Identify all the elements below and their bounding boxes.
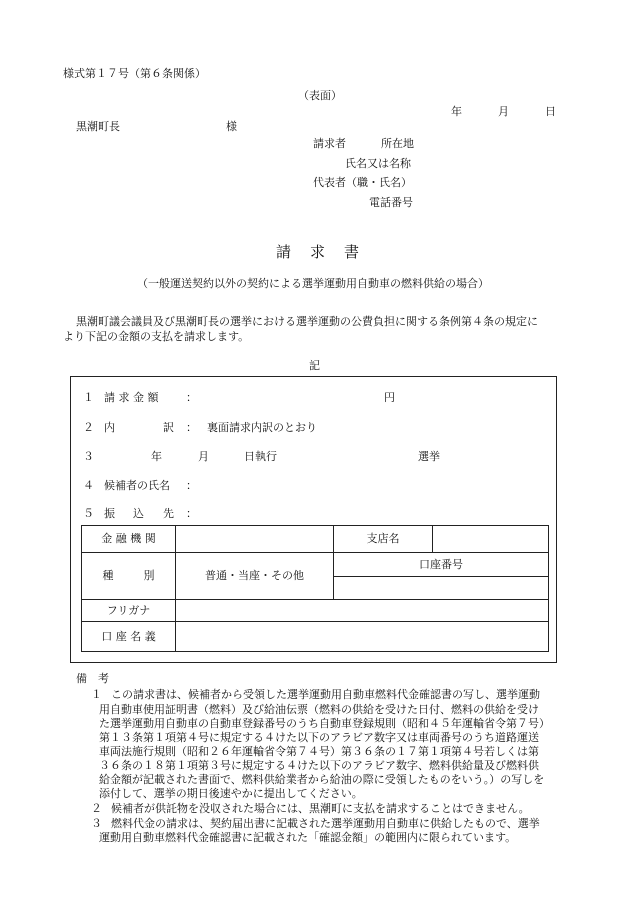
furigana-label: フリガナ bbox=[82, 600, 176, 622]
item2-number: ２ bbox=[83, 421, 94, 434]
note2-line: 候補者が供託物を没収された場合には、黒潮町に支払を請求することはできません。 bbox=[111, 802, 530, 815]
date-day: 日 bbox=[545, 105, 556, 118]
requester-phone: 電話番号 bbox=[369, 196, 413, 209]
item4-colon: ： bbox=[186, 479, 197, 492]
notes-heading: 備 考 bbox=[76, 672, 109, 685]
table-row bbox=[82, 600, 549, 622]
form-number: 様式第１７号（第６条関係） bbox=[63, 67, 206, 80]
branch-label: 支店名 bbox=[334, 526, 433, 553]
item2-colon: ： bbox=[186, 421, 197, 434]
item3-year: 年 bbox=[151, 450, 162, 463]
note1-number: １ bbox=[91, 688, 102, 701]
note1-line: この請求書は、候補者から受領した選挙運動用自動車燃料代金確認書の写し、選挙運動 bbox=[111, 688, 540, 701]
type-label bbox=[82, 553, 176, 600]
requester-representative: 代表者（職・氏名） bbox=[313, 176, 412, 189]
table-row bbox=[82, 622, 549, 652]
date-month: 月 bbox=[498, 105, 509, 118]
item1-unit: 円 bbox=[384, 391, 395, 404]
institution-label: 金 融 機 関 bbox=[82, 526, 176, 553]
intro-line-1: 黒潮町議会議員及び黒潮町長の選挙における選挙運動の公費負担に関する条例第４条の規定に bbox=[76, 315, 538, 328]
item2-label-b: 訳 bbox=[163, 421, 174, 434]
item4-number: ４ bbox=[83, 479, 94, 492]
requester-label: 請求者 bbox=[313, 137, 346, 150]
note3-line: 運動用自動車燃料代金確認書に記載された「確認金額」の範囲内に限られています。 bbox=[99, 831, 517, 844]
item5-label-b: 込 bbox=[133, 507, 144, 520]
requester-name: 氏名又は名称 bbox=[345, 157, 411, 170]
item5-label-a: 振 bbox=[104, 507, 115, 520]
note3-number: ３ bbox=[91, 817, 102, 830]
note1-line: 添付して、選挙の期日後速やかに提出してください。 bbox=[99, 787, 363, 800]
note1-line: た選挙運動用自動車の自動車登録番号のうち自動車登録規則（昭和４５年運輸省令第７号） bbox=[99, 717, 550, 730]
intro-line-2: より下記の金額の支払を請求します。 bbox=[63, 330, 250, 343]
account-number-label: 口座番号 bbox=[334, 553, 549, 577]
account-name-value[interactable] bbox=[176, 622, 549, 652]
date-year: 年 bbox=[451, 105, 462, 118]
table-row bbox=[82, 526, 549, 553]
item2-value: 裏面請求内訳のとおり bbox=[207, 421, 317, 434]
note2-number: ２ bbox=[91, 802, 102, 815]
note1-line: 給金額が記載された書面で、燃料供給業者から給油の際に受領したものをいう。）の写しを bbox=[99, 773, 545, 786]
item1-label: 請 求 金 額 bbox=[104, 391, 159, 404]
requester-address: 所在地 bbox=[381, 137, 414, 150]
branch-value[interactable] bbox=[433, 526, 549, 553]
page-title: 請 求 書 bbox=[276, 243, 362, 261]
bank-account-table bbox=[81, 525, 549, 652]
note1-line: 第１３条第１項第４号に規定する４けた以下のアラビア数字又は車両番号のうち道路運送 bbox=[99, 731, 539, 744]
ki-label: 記 bbox=[309, 359, 320, 372]
type-options[interactable]: 普通・当座・その他 bbox=[176, 553, 334, 600]
item3-month: 月 bbox=[198, 450, 209, 463]
item3-date: 日執行 bbox=[244, 450, 277, 463]
item3-number: ３ bbox=[83, 450, 94, 463]
addressee-honorific: 様 bbox=[226, 120, 237, 133]
side-label: （表面） bbox=[298, 89, 342, 102]
institution-value[interactable] bbox=[176, 526, 334, 553]
item5-number: ５ bbox=[83, 507, 94, 520]
item1-colon: ： bbox=[186, 391, 197, 404]
type-label-b: 別 bbox=[143, 569, 155, 583]
note1-line: 用自動車使用証明書（燃料）及び給油伝票（燃料の供給を受けた日付、燃料の供給を受け bbox=[99, 703, 539, 716]
note1-line: 車両法施行規則（昭和２６年運輸省令第７４号）第３６条の１７第１項第４号若しくは第 bbox=[99, 745, 539, 758]
item2-label-a: 内 bbox=[104, 421, 115, 434]
item1-number: １ bbox=[83, 391, 94, 404]
item5-colon: ： bbox=[186, 507, 197, 520]
item4-label: 候補者の氏名 bbox=[104, 479, 170, 492]
note3-line: 燃料代金の請求は、契約届出書に記載された選挙運動用自動車に供給したもので、選挙 bbox=[111, 817, 540, 830]
item3-election: 選挙 bbox=[418, 450, 440, 463]
furigana-value[interactable] bbox=[176, 600, 549, 622]
type-label-a: 種 bbox=[102, 569, 114, 583]
note1-line: ３６条の１８第１項第３号に規定する４けた以下のアラビア数字、燃料供給量及び燃料供 bbox=[99, 759, 539, 772]
account-number-value[interactable] bbox=[334, 577, 549, 600]
addressee-name: 黒潮町長 bbox=[76, 120, 120, 133]
table-row bbox=[82, 553, 549, 577]
item5-label-c: 先 bbox=[163, 507, 174, 520]
subtitle: （一般運送契約以外の契約による選挙運動用自動車の燃料供給の場合） bbox=[137, 277, 489, 290]
account-name-label: 口 座 名 義 bbox=[82, 622, 176, 652]
